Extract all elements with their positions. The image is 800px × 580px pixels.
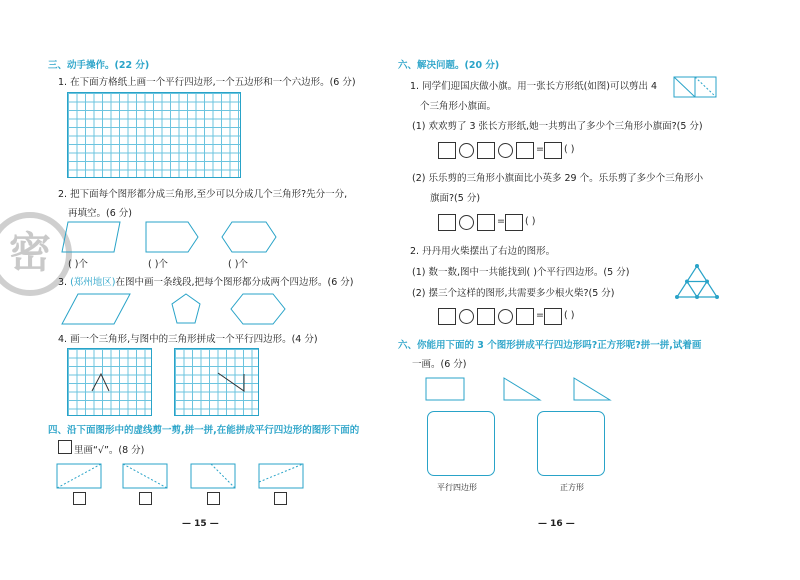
eq1-box-2[interactable] [477,142,495,159]
checkbox-3[interactable] [207,492,220,505]
answer-area-square[interactable] [537,411,605,476]
problem-1-q2-line-1: (2) 乐乐剪的三角形小旗面比小英多 29 个。乐乐剪了多少个三角形小 [412,173,704,184]
q2-parallelogram [62,222,120,252]
shape-triangle-2 [574,378,610,400]
eq1-equals: = [536,144,544,155]
problem-1-line-1: 1. 同学们迎国庆做小旗。用一张长方形纸(如图)可以剪出 4 [410,81,658,92]
label-parallelogram: 平行四边形 [437,483,477,492]
cut-shapes [55,462,305,492]
eq3-circle-1[interactable] [459,309,474,324]
question-3: 3. (郑州地区)在图中画一条线段,把每个图形都分成两个四边形。(6 分) [58,277,354,288]
q2-answer-3[interactable]: ( )个 [228,259,248,270]
checkbox-2[interactable] [139,492,152,505]
three-shapes [424,374,624,404]
eq2-unit[interactable]: ( ) [525,216,536,227]
problem-2: 2. 丹丹用火柴摆出了右边的图形。 [410,246,556,257]
problem-2-q1: (1) 数一数,图中一共能找到( )个平行四边形。(5 分) [412,267,630,278]
q2-answer-1[interactable]: ( )个 [68,259,88,270]
problem-1-line-2: 个三角形小旗面。 [420,101,497,112]
q3-shapes [60,290,310,330]
section-6-title: 六、解决问题。(20 分) [398,60,500,71]
eq3-box-1[interactable] [438,308,456,325]
question-2-line-1: 2. 把下面每个图形都分成三角形,至少可以分成几个三角形?先分一分, [58,189,348,200]
problem-2-q2: (2) 摆三个这样的图形,共需要多少根火柴?(5 分) [412,288,615,299]
q2-hexagon [222,222,276,252]
page-number-left: — 15 — [182,519,219,529]
answer-area-parallelogram[interactable] [427,411,495,476]
confidential-seal: 密 [0,212,72,296]
grid-paper-1[interactable] [67,92,241,178]
eq2-box-1[interactable] [438,214,456,231]
problem-1-q1: (1) 欢欢剪了 3 张长方形纸,她一共剪出了多少个三角形小旗面?(5 分) [412,121,703,132]
eq2-box-3[interactable] [505,214,523,231]
eq1-circle-1[interactable] [459,143,474,158]
section-3-title: 三、动手操作。(22 分) [48,60,150,71]
question-4: 4. 画一个三角形,与图中的三角形拼成一个平行四边形。(4 分) [58,334,318,345]
shape-triangle-1 [504,378,540,400]
cut-shape-2 [123,464,167,488]
q3-region-tag: (郑州地区) [70,277,116,288]
question-1: 1. 在下面方格纸上画一个平行四边形,一个五边形和一个六边形。(6 分) [58,77,356,88]
eq3-equals: = [536,310,544,321]
eq3-unit[interactable]: ( ) [564,310,575,321]
section-4-line-1: 四、沿下面图形中的虚线剪一剪,拼一拼,在能拼成平行四边形的图形下面的 [48,425,360,436]
eq3-box-2[interactable] [477,308,495,325]
s4-checkbox-sample [58,440,72,454]
question-2-line-2: 再填空。(6 分) [68,208,132,219]
eq2-equals: = [497,216,505,227]
eq3-box-4[interactable] [544,308,562,325]
rectangle-paper-figure [673,76,719,100]
page-number-right: — 16 — [538,519,575,529]
q2-pentagon [146,222,198,252]
eq3-box-3[interactable] [516,308,534,325]
checkbox-1[interactable] [73,492,86,505]
q2-shapes [60,218,300,258]
cut-shape-4 [259,464,303,488]
q3-pentagon [172,294,200,323]
eq1-unit[interactable]: ( ) [564,144,575,155]
triangle-b [174,348,259,416]
eq3-circle-2[interactable] [498,309,513,324]
cut-shape-3 [191,464,235,488]
eq1-circle-2[interactable] [498,143,513,158]
eq1-box-3[interactable] [516,142,534,159]
section-6b-line-2: 一画。(6 分) [412,359,467,370]
q3-hexagon [231,294,285,324]
section-6b-line-1: 六、你能用下面的 3 个图形拼成平行四边形吗?正方形呢?拼一拼,试着画 [398,340,702,351]
cut-shape-1 [57,464,101,488]
q2-answer-2[interactable]: ( )个 [148,259,168,270]
eq2-box-2[interactable] [477,214,495,231]
matchstick-figure [674,262,722,300]
q3-parallelogram [62,294,130,324]
label-square: 正方形 [560,483,584,492]
eq1-box-4[interactable] [544,142,562,159]
section-4-line-2: 里画“√”。(8 分) [74,445,145,456]
eq1-box-1[interactable] [438,142,456,159]
problem-1-q2-line-2: 旗面?(5 分) [430,193,481,204]
triangle-a [67,348,152,416]
shape-rectangle [426,378,464,400]
checkbox-4[interactable] [274,492,287,505]
eq2-circle-1[interactable] [459,215,474,230]
